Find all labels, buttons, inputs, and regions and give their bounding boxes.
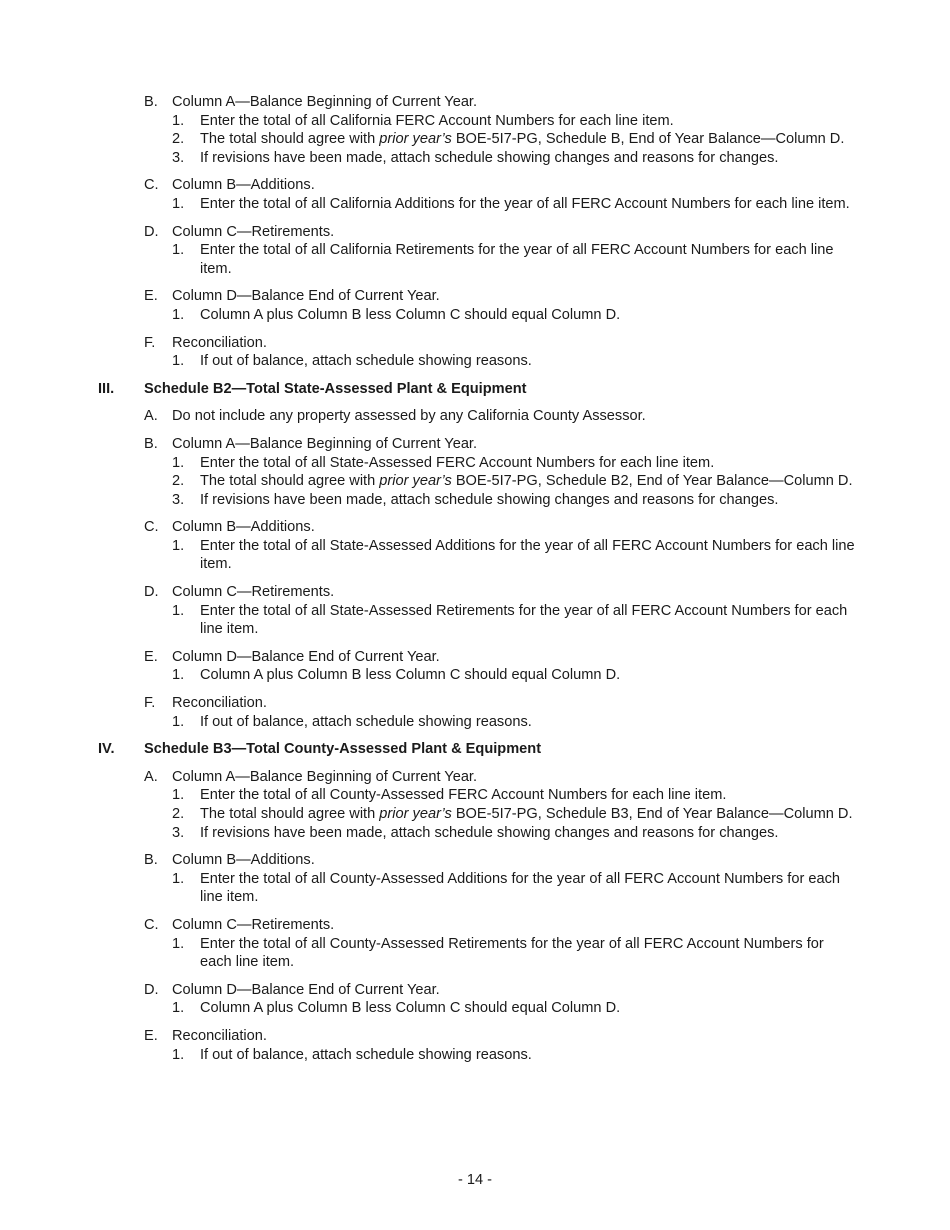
section-heading	[98, 380, 858, 399]
list-item	[144, 768, 858, 787]
sub-item-text: If revisions have been made, attach schedule showing changes and reasons for changes.	[200, 149, 779, 166]
section-title: Schedule B3—Total County-Assessed Plant & Equipment	[144, 741, 542, 758]
list-item	[144, 981, 858, 1000]
sub-item-text-pre: The total should agree with	[200, 473, 380, 490]
item-label: C.	[144, 519, 159, 536]
list-item	[144, 435, 858, 454]
item-label: D.	[144, 981, 159, 998]
sub-item	[172, 306, 858, 325]
sub-item	[172, 824, 858, 843]
sub-item	[172, 195, 858, 214]
sub-item-text: Enter the total of all County-Assessed FERC Account Numbers for each line item.	[200, 787, 727, 804]
sub-item-label: 1.	[172, 870, 185, 887]
sub-item-label: 1.	[172, 195, 185, 212]
item-label: F.	[144, 695, 156, 712]
sub-item	[172, 935, 858, 972]
list-item	[144, 583, 858, 602]
sub-item-text: Enter the total of all California Additions for the year of all FERC Account Numbers for each line item.	[200, 195, 850, 212]
item-text: Column A—Balance Beginning of Current Year.	[172, 94, 478, 110]
sub-item-label: 1.	[172, 935, 185, 952]
sub-item-label: 1.	[172, 713, 185, 730]
list-item	[144, 851, 858, 870]
item-label: D.	[144, 223, 159, 240]
sub-item-text: Column A plus Column B less Column C should equal Column D.	[200, 667, 621, 684]
sub-item	[172, 454, 858, 473]
item-text: Column D—Balance End of Current Year.	[172, 981, 440, 998]
sub-item-text: If revisions have been made, attach schedule showing changes and reasons for changes.	[200, 491, 779, 508]
item-text: Column B—Additions.	[172, 177, 315, 194]
sub-item-text	[200, 805, 858, 824]
sub-item-text: If out of balance, attach schedule showing reasons.	[200, 713, 532, 730]
sub-item-text-pre: The total should agree with	[200, 131, 380, 148]
sub-item-text: Enter the total of all California Retirements for the year of all FERC Account Numbers for each line item.	[200, 242, 834, 277]
item-label: A.	[144, 768, 158, 785]
sub-item-label: 1.	[172, 1000, 185, 1017]
sub-item-label: 2.	[172, 131, 185, 148]
sub-item-text	[200, 130, 858, 149]
item-text: Column C—Retirements.	[172, 223, 335, 240]
item-text: Reconciliation.	[172, 1027, 267, 1044]
sub-item-text	[200, 472, 858, 491]
sub-item-label: 1.	[172, 242, 185, 259]
sub-item-label: 1.	[172, 787, 185, 804]
list-item	[144, 1027, 858, 1046]
item-label: B.	[144, 435, 158, 452]
item-label: B.	[144, 94, 158, 110]
sub-item-text: Enter the total of all State-Assessed Retirements for the year of all FERC Account Numbers for each line item.	[200, 602, 848, 638]
sub-item-text-post: BOE-5I7-PG, Schedule B3, End of Year Balance—Column D.	[451, 806, 853, 822]
item-label: C.	[144, 177, 159, 194]
sub-item	[172, 666, 858, 685]
sub-item	[172, 241, 858, 278]
sub-item-text: Enter the total of all State-Assessed Additions for the year of all FERC Account Numbers for each line item.	[200, 537, 855, 573]
item-text: Do not include any property assessed by any California County Assessor.	[172, 408, 646, 425]
sub-item-label: 3.	[172, 491, 185, 508]
sub-item	[172, 602, 858, 639]
list-item	[144, 176, 858, 195]
item-text: Column D—Balance End of Current Year.	[172, 288, 440, 305]
sub-item	[172, 999, 858, 1018]
item-label: C.	[144, 916, 159, 933]
section-heading	[98, 740, 858, 759]
item-text: Column B—Additions.	[172, 519, 315, 536]
sub-item	[172, 149, 858, 168]
item-label: A.	[144, 408, 158, 425]
sub-item-text: If revisions have been made, attach schedule showing changes and reasons for changes.	[200, 824, 779, 841]
sub-item-label: 1.	[172, 112, 185, 129]
item-text: Reconciliation.	[172, 695, 267, 712]
item-text: Column B—Additions.	[172, 852, 315, 869]
sub-item-label: 1.	[172, 602, 185, 619]
item-label: D.	[144, 584, 159, 601]
sub-item-label: 1.	[172, 306, 185, 323]
sub-item-text: Enter the total of all State-Assessed FERC Account Numbers for each line item.	[200, 454, 715, 471]
list-item	[144, 223, 858, 242]
sub-item	[172, 870, 858, 907]
list-item	[144, 694, 858, 713]
sub-item-text-emphasis: prior year’s	[379, 473, 452, 490]
item-text: Column A—Balance Beginning of Current Year.	[172, 768, 478, 785]
sub-item	[172, 805, 858, 824]
sub-item-text-emphasis: prior year’s	[379, 806, 452, 822]
sub-item	[172, 130, 858, 149]
sub-item-label: 1.	[172, 454, 185, 471]
sub-item	[172, 537, 858, 574]
item-text: Reconciliation.	[172, 334, 267, 351]
list-item	[144, 93, 858, 112]
sub-item	[172, 786, 858, 805]
list-item	[144, 916, 858, 935]
item-text: Column A—Balance Beginning of Current Year.	[172, 435, 478, 452]
list-item	[144, 648, 858, 667]
list-item	[144, 334, 858, 353]
item-label: F.	[144, 334, 156, 351]
item-label: B.	[144, 852, 158, 869]
list-item	[144, 287, 858, 306]
sub-item-label: 1.	[172, 353, 185, 370]
item-text: Column D—Balance End of Current Year.	[172, 648, 440, 665]
sub-item	[172, 352, 858, 371]
sub-item-text: Column A plus Column B less Column C should equal Column D.	[200, 1000, 621, 1017]
section-numeral: III.	[98, 380, 115, 397]
sub-item-label: 1.	[172, 1046, 185, 1063]
sub-item	[172, 472, 858, 491]
sub-item-text-pre: The total should agree with	[200, 806, 380, 822]
sub-item-label: 1.	[172, 537, 185, 554]
list-item	[144, 518, 858, 537]
sub-item	[172, 112, 858, 131]
sub-item-label: 2.	[172, 473, 185, 490]
sub-item-label: 3.	[172, 149, 185, 166]
sub-item	[172, 1046, 858, 1065]
page-number: - 14 -	[457, 1172, 493, 1188]
section-title: Schedule B2—Total State-Assessed Plant & Equipment	[144, 380, 527, 397]
document-body	[98, 93, 858, 1064]
sub-item-text: Enter the total of all California FERC Account Numbers for each line item.	[200, 112, 674, 129]
section-numeral: IV.	[98, 741, 115, 758]
item-label: E.	[144, 288, 158, 305]
sub-item-label: 3.	[172, 824, 185, 841]
sub-item-text-emphasis: prior year’s	[379, 131, 452, 148]
sub-item-label: 1.	[172, 667, 185, 684]
sub-item-text-post: BOE-5I7-PG, Schedule B2, End of Year Balance—Column D.	[451, 473, 853, 490]
sub-item-text: If out of balance, attach schedule showing reasons.	[200, 1046, 532, 1063]
list-item	[144, 407, 858, 426]
item-text: Column C—Retirements.	[172, 584, 335, 601]
sub-item	[172, 713, 858, 732]
item-text: Column C—Retirements.	[172, 916, 335, 933]
sub-item-text: Enter the total of all County-Assessed Additions for the year of all FERC Account Numbers for each line item.	[200, 870, 841, 906]
sub-item-text: Column A plus Column B less Column C should equal Column D.	[200, 306, 621, 323]
sub-item-text-post: BOE-5I7-PG, Schedule B, End of Year Balance—Column D.	[451, 131, 845, 148]
sub-item	[172, 491, 858, 510]
sub-item-text: Enter the total of all County-Assessed Retirements for the year of all FERC Account Numbers for each line item.	[200, 935, 824, 971]
sub-item-label: 2.	[172, 806, 185, 822]
item-label: E.	[144, 648, 158, 665]
item-label: E.	[144, 1027, 158, 1044]
sub-item-text: If out of balance, attach schedule showing reasons.	[200, 353, 532, 370]
